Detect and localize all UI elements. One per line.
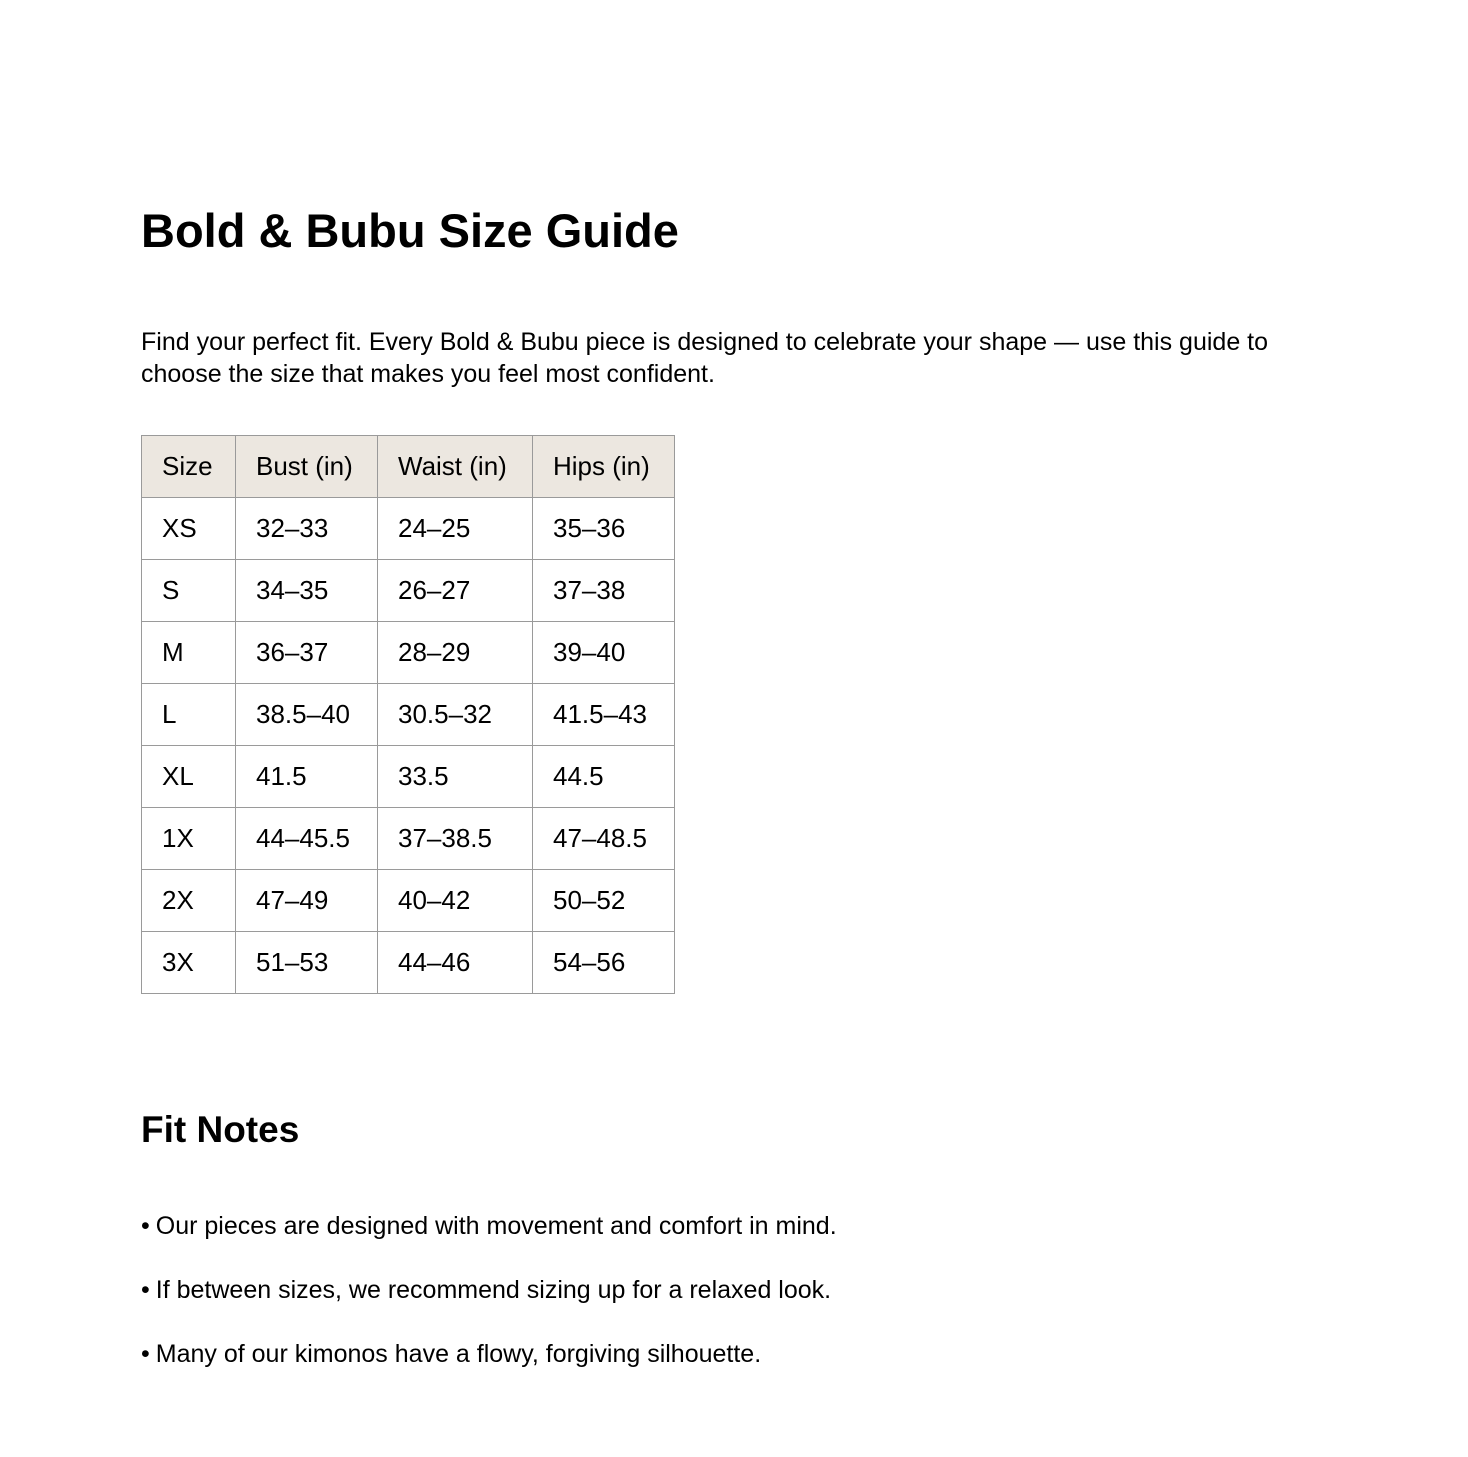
hips-cell: 35–36 — [533, 498, 675, 560]
fit-notes-heading: Fit Notes — [141, 1109, 300, 1150]
table-row — [142, 746, 675, 808]
bust-cell: 38.5–40 — [236, 684, 378, 746]
size-cell: M — [142, 622, 236, 684]
hips-cell: 50–52 — [533, 870, 675, 932]
list-item — [141, 1336, 837, 1372]
hips-cell: 39–40 — [533, 622, 675, 684]
waist-cell: 24–25 — [378, 498, 533, 560]
table-row — [142, 932, 675, 994]
fit-note-text: If between sizes, we recommend sizing up for a relaxed look. — [155, 1276, 832, 1304]
hips-cell: 37–38 — [533, 560, 675, 622]
bust-cell: 32–33 — [236, 498, 378, 560]
bullet-marker: • — [141, 1340, 150, 1368]
table-row — [142, 808, 675, 870]
intro-paragraph: Find your perfect fit. Every Bold & Bubu piece is designed to celebrate your shape — use this guide to choose the size that makes you feel most confident. — [141, 328, 1269, 388]
fit-notes-list — [141, 1208, 837, 1400]
column-header-bust: Bust (in) — [236, 436, 378, 498]
hips-cell: 47–48.5 — [533, 808, 675, 870]
table-header-row — [142, 436, 675, 498]
table-row — [142, 622, 675, 684]
size-cell: 2X — [142, 870, 236, 932]
bust-cell: 44–45.5 — [236, 808, 378, 870]
bullet-marker: • — [141, 1212, 150, 1240]
fit-note-text: Many of our kimonos have a flowy, forgiving silhouette. — [155, 1340, 762, 1368]
bust-cell: 41.5 — [236, 746, 378, 808]
waist-cell: 44–46 — [378, 932, 533, 994]
list-item — [141, 1208, 837, 1244]
hips-cell: 41.5–43 — [533, 684, 675, 746]
waist-cell: 37–38.5 — [378, 808, 533, 870]
waist-cell: 33.5 — [378, 746, 533, 808]
column-header-hips: Hips (in) — [533, 436, 675, 498]
table-row — [142, 498, 675, 560]
waist-cell: 28–29 — [378, 622, 533, 684]
column-header-waist: Waist (in) — [378, 436, 533, 498]
bust-cell: 51–53 — [236, 932, 378, 994]
page-title: Bold & Bubu Size Guide — [141, 204, 679, 257]
size-cell: XS — [142, 498, 236, 560]
size-cell: L — [142, 684, 236, 746]
waist-cell: 30.5–32 — [378, 684, 533, 746]
list-item — [141, 1272, 837, 1308]
size-table — [141, 435, 675, 994]
size-cell: 3X — [142, 932, 236, 994]
table-row — [142, 870, 675, 932]
bust-cell: 47–49 — [236, 870, 378, 932]
table-row — [142, 560, 675, 622]
fit-note-text: Our pieces are designed with movement and comfort in mind. — [155, 1212, 837, 1240]
size-cell: S — [142, 560, 236, 622]
table-row — [142, 684, 675, 746]
column-header-size: Size — [142, 436, 236, 498]
waist-cell: 26–27 — [378, 560, 533, 622]
waist-cell: 40–42 — [378, 870, 533, 932]
hips-cell: 54–56 — [533, 932, 675, 994]
hips-cell: 44.5 — [533, 746, 675, 808]
size-cell: 1X — [142, 808, 236, 870]
bust-cell: 36–37 — [236, 622, 378, 684]
bust-cell: 34–35 — [236, 560, 378, 622]
size-cell: XL — [142, 746, 236, 808]
bullet-marker: • — [141, 1276, 150, 1304]
